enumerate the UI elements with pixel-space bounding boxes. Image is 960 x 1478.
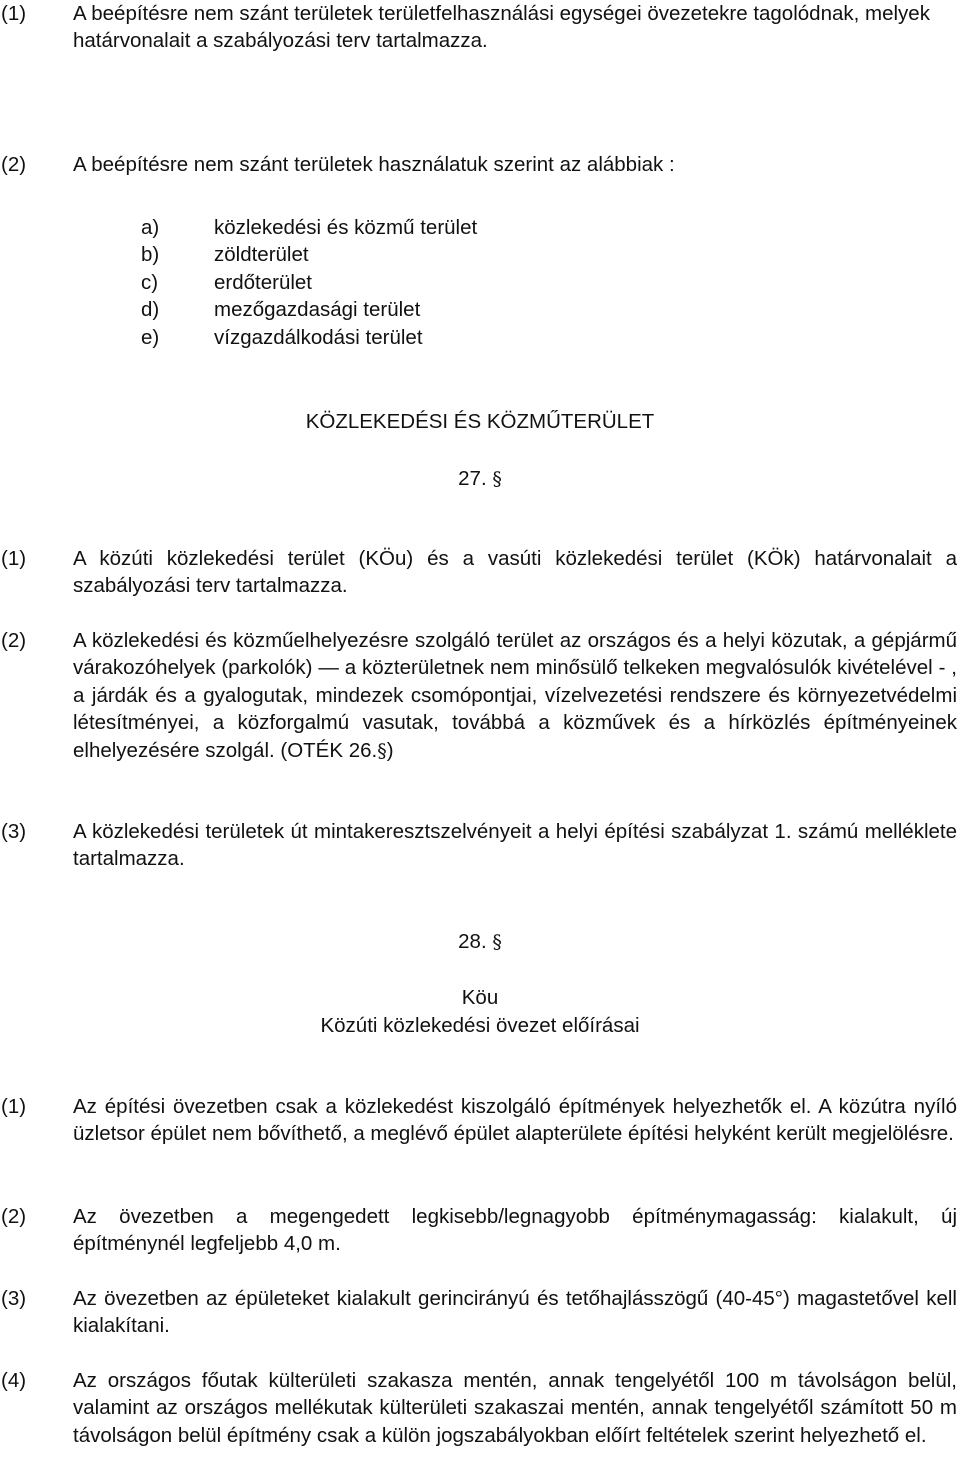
paragraph-number: (3) [1, 1287, 27, 1310]
paragraph-text: A közlekedési és közműelhelyezésre szolgáló terület az országos és a helyi közutak, a gépjármű várakozóhelyek (parkolók) — a közterületnek nem minősülő telkeken megvalósulók kivételével - , a járdák és a gyalogutak, mindezek csomópontjai, vízelvezetési rendszere és környezetvédelmi létesítményei, a közforgalmú vasutak, továbbá a közművek és a hírközlés építményeinek elhelyezésére szolgál. (OTÉK 26. [73, 629, 957, 762]
list-item-label: d) [141, 298, 160, 322]
paragraph-text: Az építési övezetben csak a közlekedést kiszolgáló építmények helyezhetők el. A közútra nyíló üzletsor épület nem bővíthető, a meglévő épület alapterülete építési helyként került megjelölésre. [73, 1095, 957, 1146]
paragraph-text: Az országos főutak külterületi szakasza mentén, annak tengelyétől 100 m távolságon belül, valamint az országos mellékutak külterületi szakaszai mentén, annak tengelyétől számított 50 m távolságon belül építmény csak a külön jogszabályokban előírt feltételek szerint helyezhető el. [73, 1369, 957, 1447]
paragraph-27-3 [0, 818, 957, 873]
list-item-text: zöldterület [214, 243, 309, 267]
zone-title: Közúti közlekedési övezet előírásai [320, 1014, 640, 1037]
paragraph-text: A beépítésre nem szánt területek használatuk szerint az alábbiak : [73, 153, 675, 176]
list-item-text: erdőterület [214, 270, 313, 294]
paragraph-number: (2) [1, 629, 27, 652]
list-item-text: mezőgazdasági terület [214, 298, 421, 322]
paragraph-text: A közúti közlekedési terület (KÖu) és a vasúti közlekedési terület (KÖk) határvonalait a szabályozási terv tartalmazza. [73, 547, 957, 598]
paragraph-27-1 [0, 545, 957, 600]
list-item [141, 324, 477, 351]
paragraph-number: (4) [1, 1369, 27, 1392]
paragraph-text: A közlekedési területek út mintakeresztszelvényeit a helyi építési szabályzat 1. számú melléklete tartalmazza. [73, 820, 957, 871]
land-use-list [141, 214, 477, 351]
list-item-label: b) [141, 243, 160, 267]
paragraph-28-2 [0, 1203, 957, 1258]
list-item-text: vízgazdálkodási terület [214, 325, 423, 349]
section-number-27 [0, 465, 960, 493]
paragraph-text-suffix: ) [386, 738, 394, 762]
paragraph-text: A beépítésre nem szánt területek területfelhasználási egységei övezetekre tagolódnak, melyek határvonalait a szabályozási terv tartalmazza. [73, 2, 930, 53]
section-number: 28. [458, 930, 487, 953]
list-item [141, 214, 477, 241]
paragraph-text: Az övezetben az épületeket kialakult gerincirányú és tetőhajlásszögű (40-45°) magastetővel kell kialakítani. [73, 1287, 957, 1338]
list-item [141, 269, 477, 296]
paragraph-2-land-use [0, 151, 957, 178]
list-item-label: c) [141, 270, 159, 294]
section-symbol: § [377, 739, 387, 762]
paragraph-number: (2) [1, 153, 27, 176]
paragraph-text: Az övezetben a megengedett legkisebb/legnagyobb építménymagasság: kialakult, új építménynél legfeljebb 4,0 m. [73, 1205, 957, 1256]
list-item-label: a) [141, 216, 160, 239]
paragraph-1-zoning [0, 0, 957, 55]
section-symbol: § [492, 468, 502, 490]
paragraph-number: (3) [1, 820, 27, 843]
paragraph-28-1 [0, 1093, 957, 1148]
paragraph-number: (2) [1, 1205, 27, 1228]
list-item [141, 296, 477, 323]
list-item [141, 241, 477, 268]
paragraph-28-3 [0, 1285, 957, 1340]
paragraph-number: (1) [1, 1095, 27, 1118]
section-number-28 [0, 928, 960, 956]
paragraph-27-2 [0, 627, 957, 765]
zone-code: Köu [461, 986, 499, 1009]
paragraph-number: (1) [1, 547, 27, 570]
section-symbol: § [492, 931, 502, 953]
paragraph-28-4 [0, 1367, 957, 1449]
list-item-text: közlekedési és közmű terület [214, 216, 478, 239]
paragraph-number: (1) [1, 2, 27, 25]
list-item-label: e) [141, 325, 160, 349]
paragraph-text-block [73, 627, 957, 765]
section-heading: KÖZLEKEDÉSI ÉS KÖZMŰTERÜLET [305, 410, 655, 433]
section-number: 27. [458, 467, 487, 490]
